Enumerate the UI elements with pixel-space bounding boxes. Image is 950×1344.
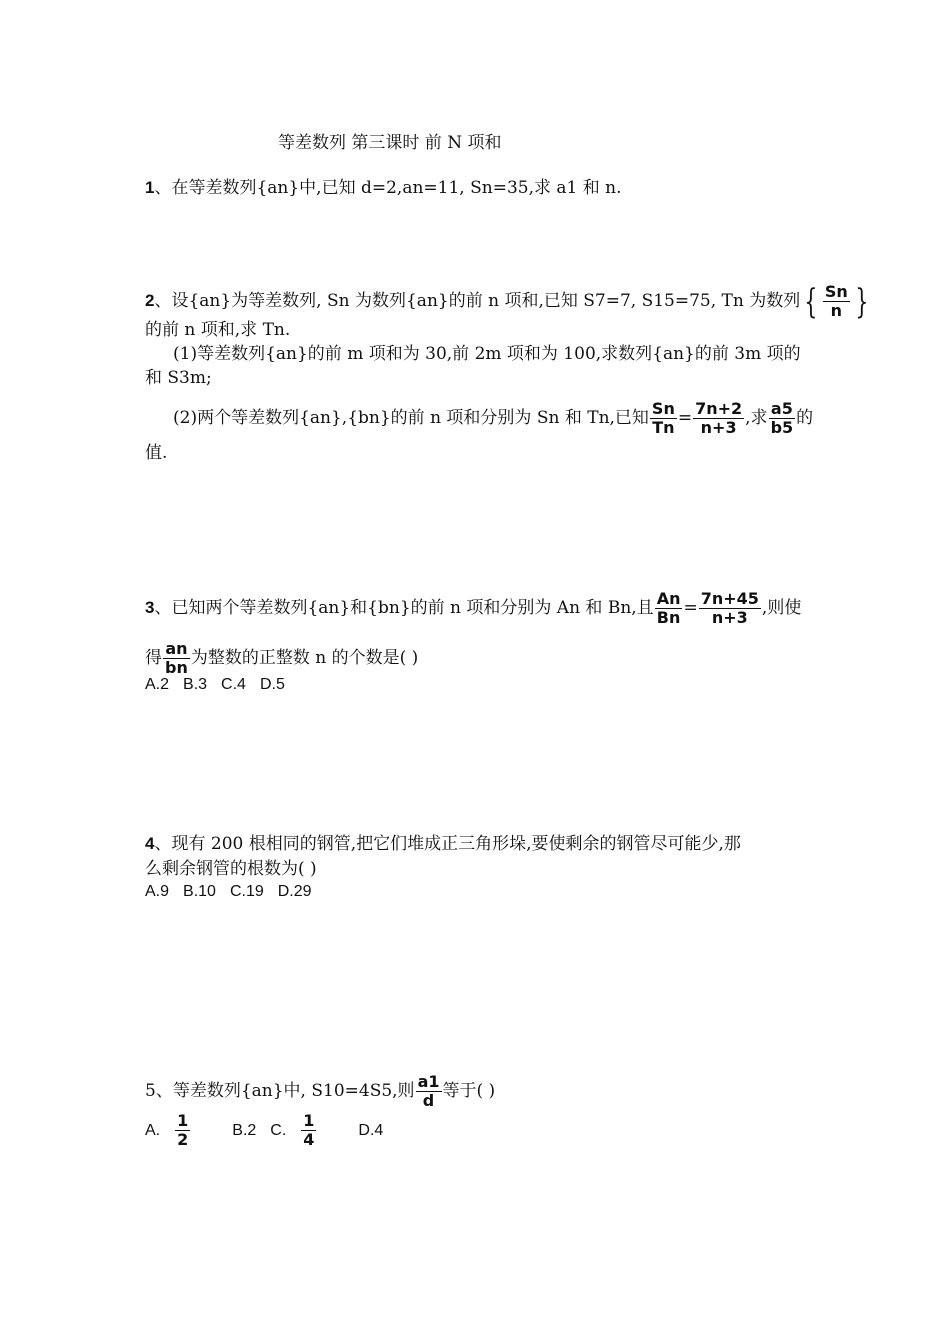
problem-4-options: [145, 883, 326, 901]
problem-number: 1: [145, 178, 155, 197]
fraction-denominator: n+3: [711, 608, 748, 627]
problem-2-sub2-text: (2)两个等差数列{an},{bn}的前 n 项和分别为 Sn 和 Tn,已知: [173, 408, 649, 428]
option-c[interactable]: C.4: [221, 676, 246, 693]
problem-3-question: 为整数的正整数 n 的个数是( ): [190, 648, 419, 668]
problem-2-sub1-cont: 和 S3m;: [145, 368, 212, 388]
fraction-numerator: 1: [177, 1111, 189, 1130]
fraction-numerator: An: [656, 589, 681, 608]
fraction-denominator: n+3: [700, 418, 737, 437]
fraction-denominator: b5: [770, 418, 794, 437]
fraction-numerator: 7n+2: [695, 399, 743, 418]
fraction-numerator: 7n+45: [700, 589, 759, 608]
fraction-ratio: [693, 400, 744, 437]
fraction-denominator: bn: [165, 658, 188, 677]
fraction-one-half: [175, 1112, 204, 1149]
problem-number: 3: [145, 598, 155, 617]
option-a[interactable]: A.9: [145, 883, 170, 900]
fraction-ratio: [699, 590, 761, 627]
brace-fraction: { $\frac{Sn}{n}$ }: [804, 281, 869, 322]
fraction-numerator: Sn: [651, 399, 675, 418]
fraction-an-over-bn: [163, 640, 190, 677]
option-d[interactable]: D.29: [277, 883, 312, 900]
problem-2-sub2-cont: 值.: [145, 443, 168, 463]
option-a-label: A.: [145, 1121, 161, 1139]
problem-2-sub2-mid: ,求: [745, 408, 768, 428]
option-d[interactable]: D.5: [259, 676, 285, 693]
option-a[interactable]: A.2: [145, 676, 170, 693]
problem-3-text-pre: 得: [145, 648, 162, 668]
fraction-a1-over-d: [416, 1073, 442, 1110]
fraction-denominator: 4: [303, 1130, 315, 1149]
problem-3-line-1: [145, 590, 801, 627]
fraction-numerator: Sn: [824, 282, 848, 301]
fraction-denominator: n: [830, 301, 843, 320]
problem-2-sub1: (1)等差数列{an}的前 m 项和为 30,前 2m 项和为 100,求数列{an}的前 3m 项的: [173, 344, 801, 364]
page-title: 等差数列 第三课时 前 N 项和: [278, 133, 502, 153]
option-c[interactable]: [270, 1111, 344, 1149]
fraction-numerator: an: [165, 639, 188, 658]
problem-1: [145, 176, 622, 200]
fraction-numerator: 1: [303, 1111, 315, 1130]
option-c[interactable]: C.19: [229, 883, 264, 900]
option-d[interactable]: D.4: [358, 1121, 384, 1139]
problem-3-options: [145, 676, 299, 694]
problem-5-line-1: [145, 1073, 495, 1110]
option-c-label: C.: [270, 1121, 287, 1139]
fraction-a5-over-b5: [769, 400, 796, 437]
problem-2-sub2: [173, 400, 813, 437]
option-b[interactable]: B.2: [232, 1121, 257, 1139]
problem-4-text: 、现有 200 根相同的钢管,把它们堆成正三角形垛,要使剩余的钢管尽可能少,那: [154, 834, 741, 854]
problem-5-options: [145, 1112, 397, 1149]
problem-4-line-1: [145, 832, 741, 856]
fraction-one-quarter: [301, 1112, 330, 1149]
problem-3-text: 、已知两个等差数列{an}和{bn}的前 n 项和分别为 An 和 Bn,且: [154, 598, 654, 618]
problem-2-intro-text: 、设{an}为等差数列, Sn 为数列{an}的前 n 项和,已知 S7=7, S15=75, Tn 为数列: [154, 291, 801, 311]
problem-number: 4: [145, 834, 155, 853]
problem-number: 2: [145, 291, 155, 310]
option-a[interactable]: [145, 1111, 218, 1149]
problem-4-line-2: 么剩余钢管的根数为( ): [145, 859, 317, 879]
fraction-denominator: Tn: [652, 418, 675, 437]
equals-sign: =: [677, 408, 693, 428]
problem-5-text: 、等差数列{an}中, S10=4S5,则: [155, 1081, 415, 1101]
problem-2-sub2-end: 的: [796, 408, 814, 428]
problem-5-text-end: 等于( ): [442, 1081, 496, 1101]
problem-1-text: 、在等差数列{an}中,已知 d=2,an=11, Sn=35,求 a1 和 n.: [154, 178, 622, 198]
problem-3-line-2: [145, 640, 418, 677]
problem-3-text-end: ,则使: [761, 598, 802, 618]
fraction-s-over-t: [650, 400, 677, 437]
fraction-numerator: a5: [770, 399, 793, 418]
option-b[interactable]: B.10: [183, 883, 216, 900]
option-b[interactable]: B.3: [183, 676, 208, 693]
problem-number: 5: [145, 1081, 156, 1101]
equals-sign: =: [683, 598, 698, 618]
fraction-numerator: a1: [417, 1072, 440, 1091]
fraction-a-over-b: [655, 590, 683, 627]
problem-2-intro-cont: 的前 n 项和,求 Tn.: [145, 320, 291, 340]
fraction-denominator: d: [422, 1091, 435, 1110]
fraction-denominator: 2: [177, 1130, 189, 1149]
problem-2-intro: [145, 283, 872, 320]
fraction-denominator: Bn: [656, 608, 681, 627]
